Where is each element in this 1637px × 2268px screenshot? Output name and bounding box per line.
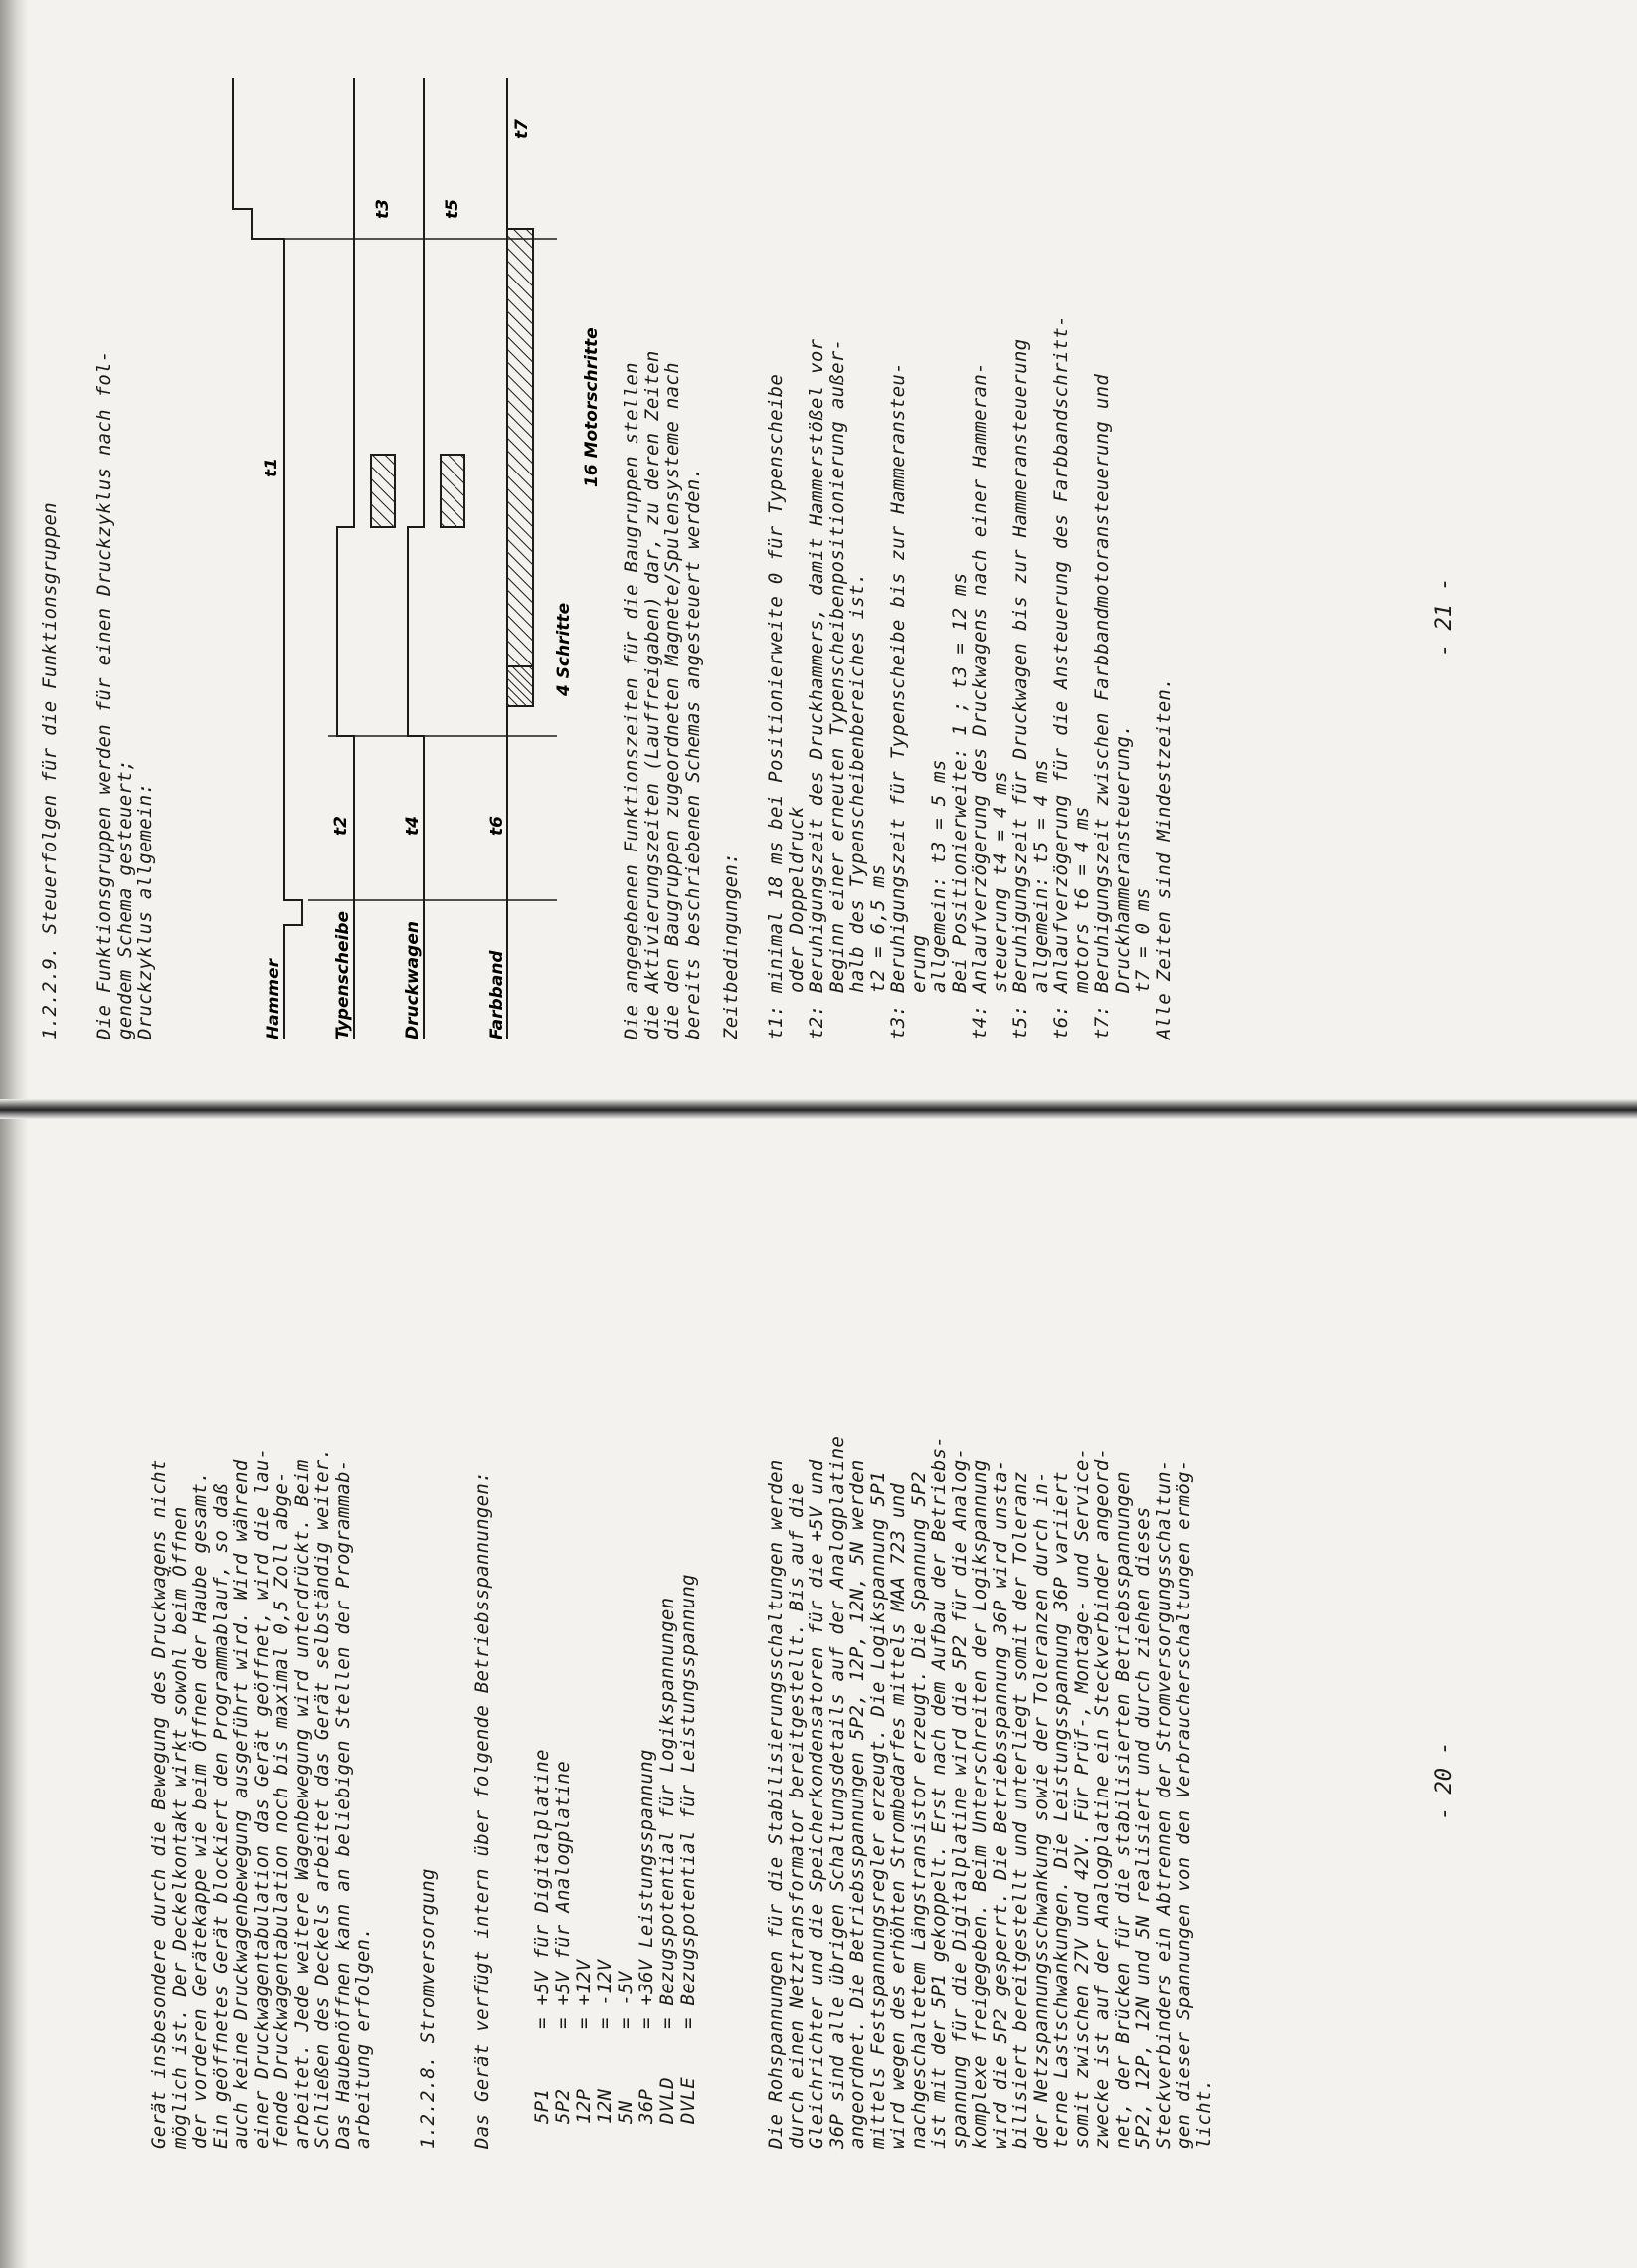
label-t3: t3 [373, 199, 393, 219]
page-number: - 20 - [1432, 1741, 1457, 1820]
typenscheibe-signal [337, 78, 354, 1040]
druckwagen-active-pulse [441, 455, 464, 527]
voltage-desc: = Bezugspotential für Leistungsspannung [677, 1574, 699, 2029]
row-label-farbband: Farbband [487, 950, 507, 1040]
voltage-code: 5N [615, 2100, 637, 2124]
page-20 [0, 1154, 1637, 2268]
body-paragraph: Die Rohspannungen für die Stabilisierungsschaltungen werden durch einen Netztransformator bereitgestellt. Bis auf die Gleichrichter und die Speicherkondensatoren für die +5V und 36P sind alle übrigen Schaltungsdetails auf der Analogplatine angeordnet. Die Betriebsspannungen 5P2, 12P, 12N, 5N werden mittels Festspannungsregler erzeugt. Die Logikspannung 5P1 wird wegen des erhöhten Strombedarfes mittels MAA 723 und nachgeschaltetem Längstransistor erzeugt. Die Spannung 5P2 ist mit der 5P1 gekoppelt. Erst nach dem Aufbau der Betriebs- spannung für die Digitalplatine wird die 5P2 für die Analog- komplexe freigegeben. Beim Unterschreiten der Logikspannung wird die 5P2 gesperrt. Die Betriebsspannung 36P wird unsta- bilisiert bereitgestellt und unterliegt somit der Toleranz der Netzspannungsschwankung sowie der Toleranzen durch in- terne Lastschwankungen. Die Leistungsspannung 36P variiert somit zwischen 27V und 42V. Für Prüf-, Montage- und Service- zwecke ist auf der Analogplatine ein Steckverbinder angeord- net, der Brücken für die stabilisierten Betriebsspannungen 5P2, 12P, 12N und 5N realisiert und durch ziehen dieses Steckverbinders ein Abtrennen der Stromversorgungsschaltun- gen dieser Spannungen von den Verbraucherschaltungen ermög- licht. [765, 1435, 1215, 2149]
label-t5: t5 [443, 199, 462, 219]
section-heading-stromversorgung: 1.2.2.8. Stromversorgung [417, 1868, 439, 2149]
voltage-code: 36P [636, 2088, 657, 2124]
conditions-heading: Zeitbedingungen: [720, 852, 742, 1040]
voltage-desc: = Bezugspotential für Logikspannungen [656, 1597, 678, 2029]
voltage-desc: = -12V [594, 1959, 616, 2029]
voltage-code: 5P2 [552, 2088, 574, 2124]
explanation-paragraph: Die angegebenen Funktionszeiten für die Baugruppen stellen die Aktivierungszeiten (Lauffreigaben) dar, zu deren Zeiten die den Baugruppen zugeordneten Magnete/Spulensysteme nach bereits beschriebenen Schemas angesteuert werden. [621, 350, 704, 1040]
farbband-first-steps [507, 666, 533, 706]
label-4-steps: 4 Schritte [554, 602, 574, 696]
farbband-motor-steps [507, 229, 533, 666]
voltage-code: 12P [573, 2088, 595, 2124]
label-t2: t2 [331, 816, 351, 836]
label-t1: t1 [262, 458, 281, 477]
typenscheibe-active-pulse [371, 455, 395, 527]
label-16-motor-steps: 16 Motorschritte [582, 327, 602, 487]
row-label-hammer: Hammer [264, 958, 283, 1040]
row-label-typenscheibe: Typenscheibe [333, 910, 353, 1040]
timing-diagram-druckwagen-row [403, 78, 464, 1040]
voltage-desc: = -5V [615, 1971, 637, 2029]
voltage-code: DVLE [677, 2077, 699, 2124]
voltage-code: DVLD [656, 2077, 678, 2124]
voltage-code: 5P1 [531, 2088, 553, 2124]
voltage-desc: = +36V Leistungsspannung [636, 1749, 657, 2029]
voltage-desc: = +5V für Digitalplatine [531, 1749, 553, 2029]
section-heading-steuerfolgen: 1.2.2.9. Steuerfolgen für die Funktionsgruppen [39, 502, 61, 1040]
druckwagen-signal [408, 78, 424, 1040]
timing-diagram-typenscheibe-row [333, 78, 395, 1040]
section-intro: Das Gerät verfügt intern über folgende Betriebsspannungen: [471, 1471, 493, 2149]
label-t4: t4 [403, 816, 423, 836]
row-label-druckwagen: Druckwagen [403, 921, 423, 1040]
timing-diagram-farbband-row [487, 78, 533, 1040]
voltage-desc: = +12V [573, 1959, 595, 2029]
conditions-list: t1: minimal 18 ms bei Positionierweite 0 für Typenscheibe oder Doppeldruck t2: Beruhigungszeit des Druckhammers, damit Hammerstößel vor Beginn einer erneuten Typenscheibenpositionierung außer- halb des Typenscheibenbereiches ist. t2 = 6,5 ms t3: Beruhigungszeit für Typenscheibe bis zur Hammeransteu- erung allgemein: t3 = 5 ms Bei Positionierweite: 1 ; t3 = 12 ms t4: Anlaufverzögerung des Druckwagens nach einer Hammeran- steuerung t4 = 4 ms t5: Beruhigungszeit für Druckwagen bis zur Hammeransteuerung allgemein: t5 = 4 ms t6: Anlaufverzögerung für die Ansteuerung des Farbbandschritt- motors t6 = 4 ms t7: Beruhigungszeit zwischen Farbbandmotoransteuerung und Druckhammeransteuerung. t7 = 0 ms Alle Zeiten sind Mindestzeiten. [765, 315, 1175, 1040]
timing-diagram-hammer-row [233, 78, 302, 1040]
label-t7: t7 [512, 119, 532, 139]
voltage-code: 12N [594, 2088, 616, 2124]
timing-labels [262, 119, 602, 836]
section-intro: Die Funktionsgruppen werden für einen Druckzyklus nach fol- gendem Schema gesteuert; Druckzyklus allgemein: [93, 350, 156, 1040]
hammer-signal [233, 78, 302, 1040]
intro-paragraph: Gerät insbesondere durch die Bewegung des Druckwagens nicht möglich ist. Der Deckelkontakt wirkt sowohl beim Öffnen der vorderen Gerätekappe wie beim Öffnen der Haube gesamt. Ein geöffnetes Gerät blockiert den Programmablauf, so daß auch keine Druckwagenbewegung ausgeführt wird. Wird während einer Druckwagentabulation das Gerät geöffnet, wird die lau- fende Druckwagentabulation noch bis maximal 0,5 Zoll abge- arbeitet. Jede weitere Wagenbewegung wird unterdrückt. Beim Schließen des Deckels arbeitet das Gerät selbständig weiter. Das Haubenöffnen kann an beliebigen Stellen der Programmab- arbeitung erfolgen. [148, 1447, 374, 2149]
label-t6: t6 [487, 816, 507, 836]
voltage-desc: = +5V für Analogplatine [552, 1761, 574, 2029]
page-number: - 21 - [1432, 577, 1457, 657]
timing-diagram [0, 0, 617, 1134]
